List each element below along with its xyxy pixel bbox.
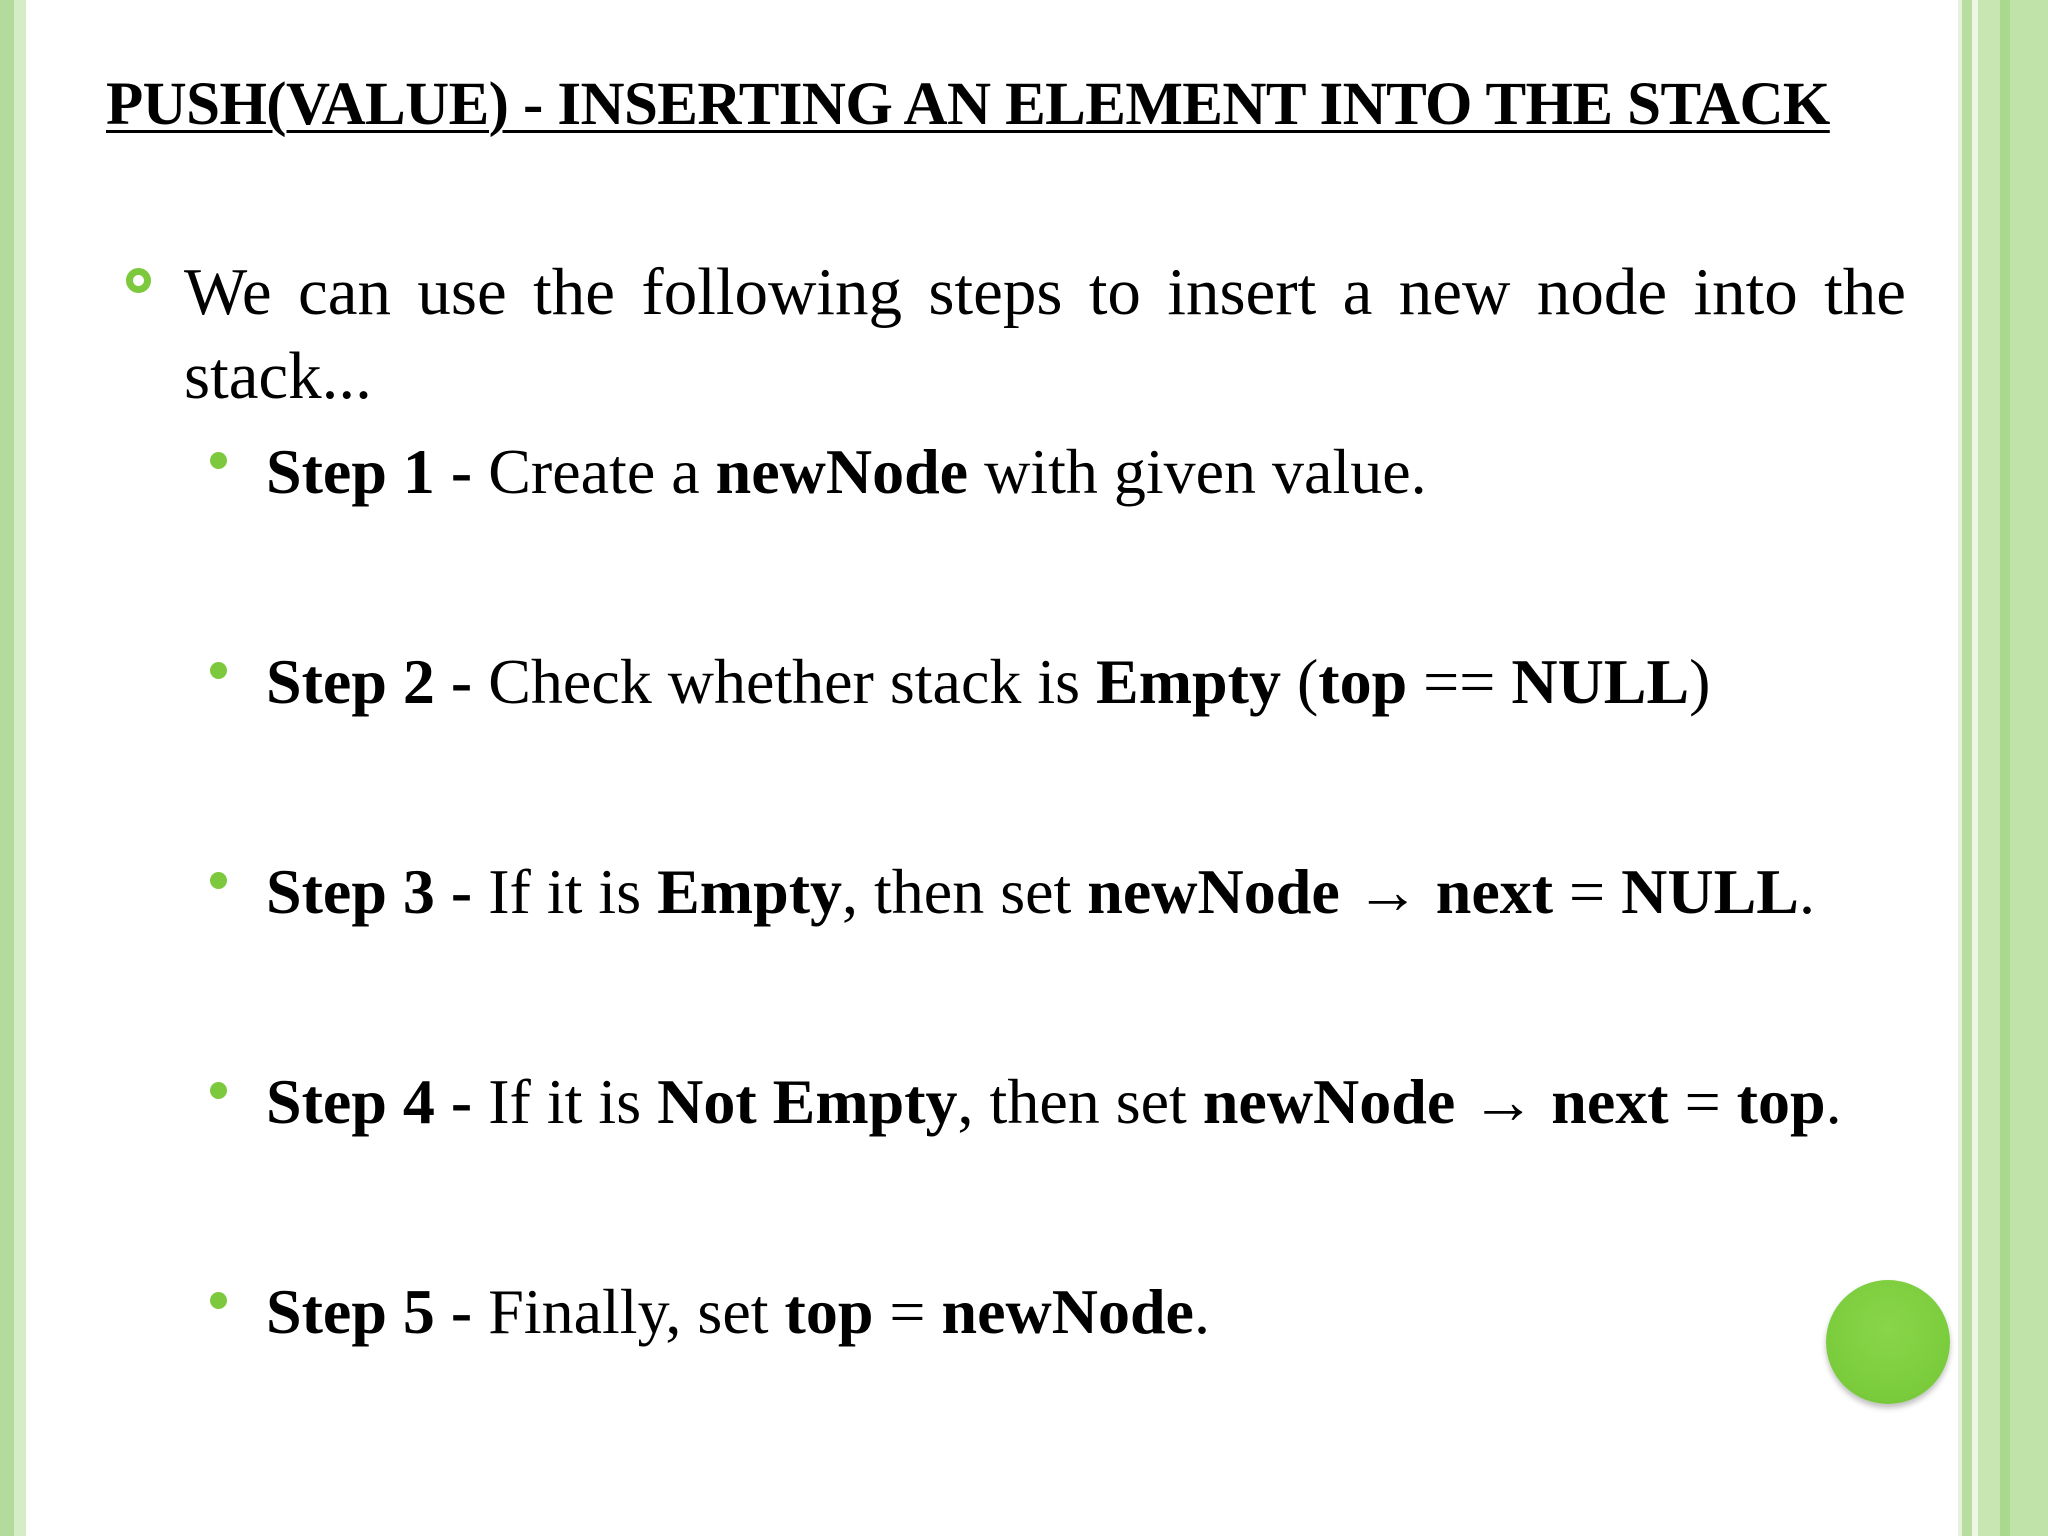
step-keyword: newNode (941, 1276, 1194, 1347)
step-keyword: NULL (1621, 856, 1799, 927)
step-keyword: Empty (1096, 646, 1281, 717)
step-label: Step 1 - (266, 436, 489, 507)
step-1 (266, 432, 1427, 512)
step-text: == (1407, 646, 1512, 717)
step-label: Step 4 - (266, 1066, 489, 1137)
stripe (2000, 0, 2010, 1536)
bullet-dot-icon (210, 1082, 227, 1099)
step-text: If it is (488, 856, 658, 927)
step-5 (266, 1272, 1210, 1352)
step-text: = (873, 1276, 942, 1347)
step-keyword: next (1435, 856, 1554, 927)
step-4 (266, 1062, 1842, 1142)
stripe (1978, 0, 2000, 1536)
stripe (1962, 0, 1972, 1536)
step-keyword: Empty (657, 856, 842, 927)
step-keyword: NULL (1511, 646, 1690, 717)
step-label: Step 3 - (266, 856, 489, 927)
intro-text: We can use the following steps to insert a new node into the stack... (184, 255, 1906, 413)
arrow-text: → (1339, 856, 1436, 927)
slide-title: PUSH(VALUE) - INSERTING AN ELEMENT INTO THE STACK (106, 71, 1830, 138)
green-circle-decoration (1826, 1280, 1950, 1404)
bullet-dot-icon (210, 872, 227, 889)
step-text: ) (1689, 646, 1711, 717)
stripe (2010, 0, 2048, 1536)
step-keyword: Not Empty (657, 1066, 958, 1137)
step-text: Finally, set (488, 1276, 785, 1347)
step-keyword: newNode (1087, 856, 1340, 927)
step-2 (266, 642, 1710, 722)
step-keyword: newNode (1202, 1066, 1456, 1137)
arrow-text: → (1455, 1066, 1552, 1137)
step-text: ( (1280, 646, 1319, 717)
step-keyword: top (784, 1276, 874, 1347)
step-text: Check whether stack is (488, 646, 1097, 717)
step-text: = (1553, 856, 1622, 927)
step-text: If it is (488, 1066, 658, 1137)
bullet-dot-icon (210, 452, 227, 469)
step-keyword: next (1551, 1066, 1669, 1137)
step-3 (266, 852, 1815, 932)
bullet-dot-icon (210, 1292, 227, 1309)
step-text: . (1193, 1276, 1210, 1347)
step-text: . (1798, 856, 1815, 927)
step-text: , then set (957, 1066, 1203, 1137)
step-keyword: top (1736, 1066, 1826, 1137)
step-label: Step 2 - (266, 646, 489, 717)
bullet-dot-icon (210, 662, 227, 679)
step-text: Create a (488, 436, 716, 507)
step-keyword: newNode (715, 436, 969, 507)
step-keyword: top (1318, 646, 1408, 717)
step-text: , then set (842, 856, 1088, 927)
hollow-circle-bullet-icon (126, 268, 151, 293)
left-decorative-strip (0, 0, 26, 1536)
step-label: Step 5 - (266, 1276, 489, 1347)
right-decorative-stripes (1958, 0, 2048, 1536)
step-text: . (1825, 1066, 1842, 1137)
step-text: = (1668, 1066, 1737, 1137)
step-text: with given value. (968, 436, 1427, 507)
